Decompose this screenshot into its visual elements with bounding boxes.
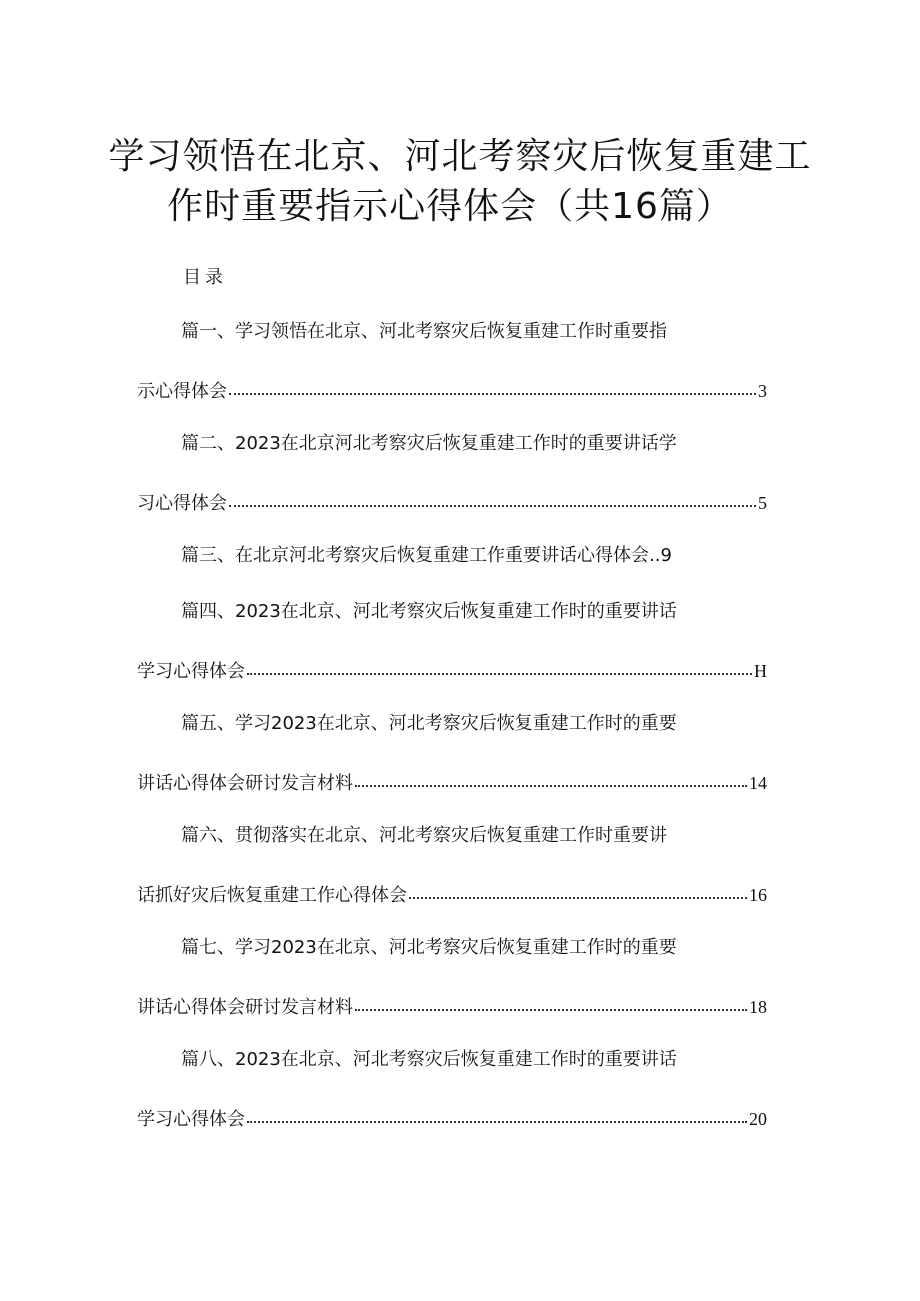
document-title-line-1: 学习领悟在北京、河北考察灾后恢复重建工 (108, 136, 812, 177)
toc-entry-6-line-2[interactable] (137, 879, 767, 910)
toc-entry-1-line-1[interactable]: 篇一、学习领悟在北京、河北考察灾后恢复重建工作时重要指 (181, 321, 667, 342)
toc-dot-leader (355, 989, 747, 1011)
toc-entry-2-line-2[interactable] (137, 487, 767, 518)
toc-entry-8-page: 20 (749, 1109, 767, 1129)
toc-entry-5-text: 讲话心得体会研讨发言材料 (137, 773, 353, 794)
toc-entry-5-page: 14 (749, 773, 767, 793)
toc-entry-6-text: 话抓好灾后恢复重建工作心得体会 (137, 885, 407, 906)
toc-entry-8-line-1[interactable]: 篇八、2023在北京、河北考察灾后恢复重建工作时的重要讲话 (181, 1049, 677, 1070)
toc-dot-leader (355, 765, 747, 787)
toc-entry-2-text: 习心得体会 (137, 493, 227, 514)
toc-entry-4-line-1[interactable]: 篇四、2023在北京、河北考察灾后恢复重建工作时的重要讲话 (181, 601, 677, 622)
toc-dot-leader (229, 485, 756, 507)
toc-entry-6-page: 16 (749, 885, 767, 905)
toc-entry-1-line-2[interactable] (137, 375, 767, 406)
toc-entry-4-page: H (754, 661, 767, 681)
document-title-line-2: 作时重要指示心得体会（共16篇） (167, 186, 733, 227)
toc-dot-leader (409, 877, 747, 899)
toc-heading: 目录 (183, 267, 227, 288)
toc-entry-5-line-1[interactable]: 篇五、学习2023在北京、河北考察灾后恢复重建工作时的重要 (181, 713, 677, 734)
toc-entry-7-page: 18 (749, 997, 767, 1017)
toc-entry-1-text: 示心得体会 (137, 381, 227, 402)
toc-entry-4-line-2[interactable] (137, 655, 767, 686)
toc-entry-4-text: 学习心得体会 (137, 661, 245, 682)
toc-entry-7-text: 讲话心得体会研讨发言材料 (137, 997, 353, 1018)
toc-entry-2-page: 5 (758, 493, 767, 513)
toc-entry-5-line-2[interactable] (137, 767, 767, 798)
toc-entry-7-line-1[interactable]: 篇七、学习2023在北京、河北考察灾后恢复重建工作时的重要 (181, 937, 677, 958)
toc-dot-leader (247, 1101, 747, 1123)
toc-dot-leader (229, 373, 756, 395)
toc-entry-8-line-2[interactable] (137, 1103, 767, 1134)
toc-entry-1-page: 3 (758, 381, 767, 401)
toc-entry-3-line-1[interactable]: 篇三、在北京河北考察灾后恢复重建工作重要讲话心得体会..9 (181, 545, 672, 566)
toc-entry-2-line-1[interactable]: 篇二、2023在北京河北考察灾后恢复重建工作时的重要讲话学 (181, 433, 677, 454)
toc-entry-8-text: 学习心得体会 (137, 1109, 245, 1130)
toc-dot-leader (247, 653, 752, 675)
toc-entry-7-line-2[interactable] (137, 991, 767, 1022)
toc-entry-6-line-1[interactable]: 篇六、贯彻落实在北京、河北考察灾后恢复重建工作时重要讲 (181, 825, 667, 846)
